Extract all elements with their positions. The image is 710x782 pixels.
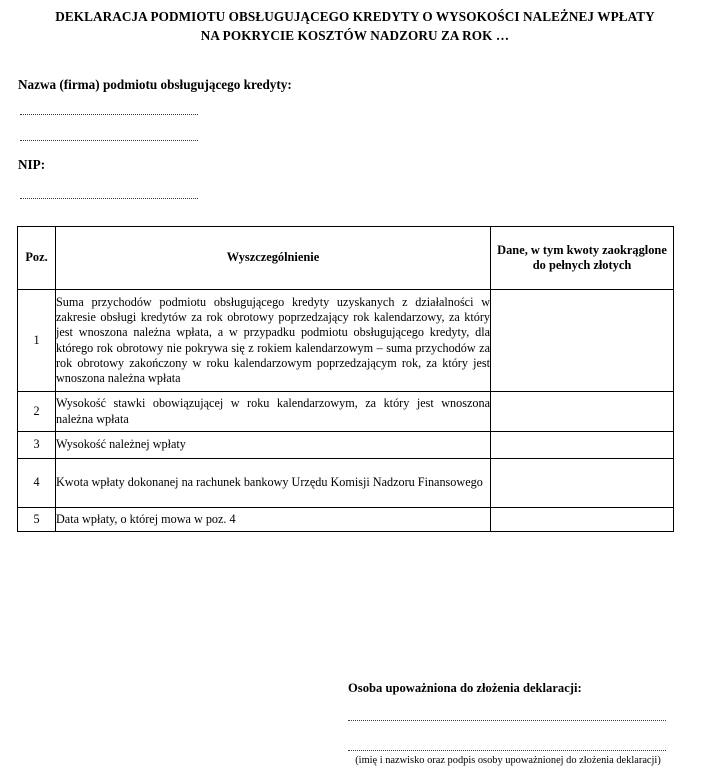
row-description-4: Kwota wpłaty dokonanej na rachunek bankowy Urzędu Komisji Nadzoru Finansowego (56, 459, 491, 508)
signature-input-line-1[interactable] (348, 706, 666, 721)
row-number-2: 2 (18, 392, 56, 432)
row-value-input-4[interactable] (491, 459, 674, 508)
table-row (18, 459, 674, 508)
table-row (18, 432, 674, 459)
table-row (18, 508, 674, 532)
table-header-row (18, 227, 674, 290)
authorized-person-label: Osoba upoważniona do złożenia deklaracji: (348, 681, 582, 695)
company-name-input-line-1[interactable] (20, 100, 198, 115)
signature-caption: (imię i nazwisko oraz podpis osoby upoważnionej do złożenia deklaracji) (355, 755, 661, 766)
row-number-1: 1 (18, 290, 56, 392)
row-value-input-1[interactable] (491, 290, 674, 392)
table-row (18, 392, 674, 432)
row-value-input-5[interactable] (491, 508, 674, 532)
row-number-3: 3 (18, 432, 56, 459)
nip-label: NIP: (18, 157, 46, 172)
row-description-2: Wysokość stawki obowiązującej w roku kalendarzowym, za który jest wnoszona należna wpłata (56, 392, 491, 432)
row-description-1: Suma przychodów podmiotu obsługującego kredyty uzyskanych z działalności w zakresie obsługi kredytów za rok obrotowy poprzedzający rok kalendarzowy, za który jest wnoszona należna wpłata, a w przypadku podmiotu obsługującego kredyty, dla którego rok obrotowy nie pokrywa się z rokiem kalendarzowym – suma przychodów za rok obrotowy zakończony w roku kalendarzowym poprzedzającym rok, za który jest wnoszona należna wpłata (56, 290, 491, 392)
company-name-label: Nazwa (firma) podmiotu obsługującego kredyty: (18, 77, 292, 92)
row-description-3: Wysokość należnej wpłaty (56, 432, 491, 459)
table-row (18, 290, 674, 392)
page-title (0, 8, 710, 45)
row-description-5: Data wpłaty, o której mowa w poz. 4 (56, 508, 491, 532)
page-title-line-2: NA POKRYCIE KOSZTÓW NADZORU ZA ROK … (200, 27, 510, 43)
declaration-table (17, 226, 674, 532)
company-name-input-line-2[interactable] (20, 126, 198, 141)
row-value-input-2[interactable] (491, 392, 674, 432)
nip-input-line[interactable] (20, 184, 198, 199)
column-header-poz: Poz. (18, 227, 56, 290)
signature-input-line-2[interactable] (348, 736, 666, 751)
row-value-input-3[interactable] (491, 432, 674, 459)
row-number-5: 5 (18, 508, 56, 532)
row-number-4: 4 (18, 459, 56, 508)
column-header-value: Dane, w tym kwoty zaokrąglone do pełnych złotych (491, 227, 674, 290)
page-title-line-1: DEKLARACJA PODMIOTU OBSŁUGUJĄCEGO KREDYTY O WYSOKOŚCI NALEŻNEJ WPŁATY (55, 9, 655, 24)
column-header-item: Wyszczególnienie (56, 227, 491, 290)
